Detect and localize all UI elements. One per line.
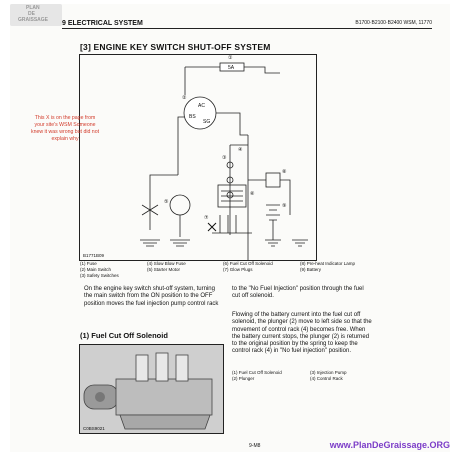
callout-4: ④	[238, 147, 243, 153]
text-line: position moves the fuel injection pump control rack	[84, 300, 219, 307]
text-line: solenoid, the plunger (2) move to left side so that the	[232, 319, 372, 326]
callout-3: ③	[222, 155, 227, 161]
legend-item: (8) Pre-heat Indicator Lamp	[300, 261, 356, 266]
header-rule	[62, 28, 432, 29]
legend-item: (9) Battery	[300, 267, 322, 273]
callout-1: ①	[228, 55, 233, 61]
chapter-header: 9 ELECTRICAL SYSTEM	[62, 20, 143, 27]
para1-left	[84, 286, 218, 308]
text-line: the battery current stops, the plunger (2) is returned	[232, 333, 370, 340]
legend-item: (4) Control Rack	[310, 376, 343, 382]
switch-bs-label: BS	[189, 114, 196, 120]
manual-page	[10, 4, 450, 452]
legend-col-4	[300, 261, 355, 273]
legend-item: (5) Starter Motor	[147, 267, 181, 273]
text-line: control rack (4) in "No fuel injection" position.	[232, 348, 351, 355]
switch-sg-label: SG	[203, 119, 211, 125]
page-number: 9-M8	[249, 443, 261, 449]
legend-item: (1) Fuse	[80, 261, 97, 266]
site-logo	[10, 4, 62, 26]
section-title: [3] ENGINE KEY SWITCH SHUT-OFF SYSTEM	[80, 42, 271, 52]
logo-text-3: GRAISSAGE	[18, 17, 49, 23]
text-line: the main switch from the ON position to the OFF	[84, 293, 213, 300]
para2	[232, 312, 372, 356]
legend-col-2	[147, 261, 186, 273]
legend2-col-2	[310, 370, 347, 382]
legend-item: (7) Glow Plugs	[223, 267, 253, 273]
photo-id: C0BS9021	[83, 426, 105, 431]
text-line: cut off solenoid.	[232, 293, 274, 300]
switch-ac-label: AC	[198, 103, 205, 109]
solenoid-photo	[79, 344, 224, 434]
logo-text-2: DE	[28, 11, 35, 17]
callout-9: ⑨	[282, 203, 287, 209]
text-line: to the "No Fuel Injection" position through the fuel	[232, 286, 364, 292]
watermark-link[interactable]: www.PlanDeGraissage.ORG	[329, 440, 450, 450]
solenoid-illustration	[80, 345, 223, 433]
wiring-diagram-svg	[80, 55, 316, 260]
subsection-title: (1) Fuel Cut Off Solenoid	[80, 331, 168, 340]
legend-col-3	[223, 261, 273, 273]
callout-6: ⑥	[250, 191, 255, 197]
callout-7: ⑦	[204, 215, 209, 221]
wiring-diagram	[79, 54, 317, 261]
text-line: movement of control rack (4) becomes free. When	[232, 326, 366, 333]
legend-item: (1) Fuel Cut Off Solenoid	[232, 370, 282, 375]
legend-item: (6) Fuel Cut Off Solenoid	[223, 261, 273, 266]
legend-item: (4) Slow Blow Fuse	[147, 261, 186, 266]
callout-8: ⑧	[282, 169, 287, 175]
legend2-col-1	[232, 370, 282, 382]
fuse-rating-label: 5A	[228, 65, 235, 71]
text-line: On the engine key switch shut-off system, turning	[84, 286, 215, 292]
figure-id: B1771B09	[83, 253, 105, 258]
logo-text-1: PLAN	[26, 5, 40, 11]
text-line: Flowing of the battery current into the fuel cut off	[232, 312, 361, 318]
model-header: B1700·B2100·B2400 WSM, 11770	[355, 20, 432, 26]
para1-right	[232, 286, 364, 301]
legend-item: (2) Main Switch	[80, 267, 112, 273]
legend-item: (2) Plunger	[232, 376, 255, 382]
text-line: to the original position by the spring to keep the	[232, 341, 358, 348]
callout-5: ⑤	[164, 199, 169, 205]
legend-col-1	[80, 261, 119, 280]
red-annotation: This X is on the page from your site's WSM Someone knew it was wrong but did not explain why	[30, 115, 100, 142]
callout-2: ②	[182, 95, 187, 101]
legend-item: (3) Injection Pump	[310, 370, 347, 375]
legend-item: (3) Safety Switches	[80, 273, 119, 279]
